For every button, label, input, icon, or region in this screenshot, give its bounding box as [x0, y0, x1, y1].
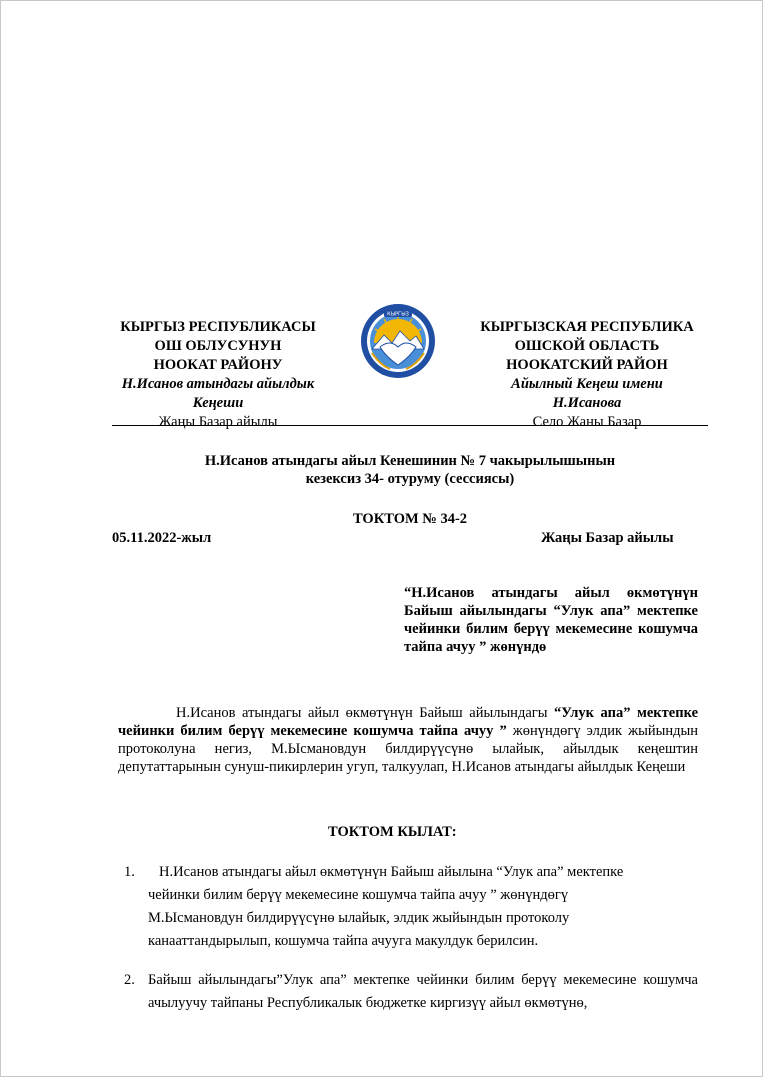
header-left-line5: Кеңеши	[192, 395, 244, 411]
header-left-line6: Жаңы Базар айылы	[158, 414, 278, 430]
item-1-line2: чейинки билим берүү мекемесине кошумча тайпа ачуу ” жөнүндөгү	[148, 887, 569, 903]
emblem-text: КЫРГЫЗ	[387, 311, 409, 318]
preamble-part2: “Улук апа” мектепке чейинки билим берүү мекемесине кошумча тайпа ачуу ”	[118, 705, 699, 739]
header-right-line3: НООКАТСКИЙ РАЙОН	[506, 357, 668, 373]
state-emblem-icon	[360, 303, 436, 379]
resolution-heading: ТОКТОМ КЫЛАТ:	[328, 824, 457, 840]
decree-place: Жаңы Базар айылы	[541, 530, 674, 546]
header-right	[467, 318, 707, 432]
header-right-line6: Село Жаны Базар	[532, 414, 642, 430]
item-1	[148, 861, 708, 953]
header-left-line1: КЫРГЫЗ РЕСПУБЛИКАСЫ	[120, 319, 316, 335]
item-2-number: 2.	[124, 972, 135, 988]
header-right-line5: Н.Исанова	[552, 395, 622, 411]
decree-date: 05.11.2022-жыл	[112, 530, 212, 546]
header-left	[112, 318, 324, 432]
decree-title: ТОКТОМ № 34-2	[352, 511, 468, 527]
header-right-line2: ОШСКОЙ ОБЛАСТЬ	[514, 338, 660, 354]
item-2-text: Байыш айылындагы”Улук апа” мектепке чейинки билим берүү мекемесине кошумча ачылуучу тайпаны Республикалык бюджетке киргизүү айыл өкмөтүнө,	[148, 972, 698, 1011]
header-left-line3: НООКАТ РАЙОНУ	[153, 357, 283, 373]
session-heading	[112, 452, 708, 488]
header-right-line4: Айылный Кеңеш имени	[511, 376, 663, 392]
header-right-line1: КЫРГЫЗСКАЯ РЕСПУБЛИКА	[480, 319, 694, 335]
session-line1: Н.Исанов атындагы айыл Кенешинин № 7 чакырылышынын	[204, 453, 616, 469]
header-left-line4: Н.Исанов атындагы айылдык	[121, 376, 315, 392]
session-line2: кезексиз 34- отуруму (сессиясы)	[305, 471, 515, 487]
item-1-line4: канааттандырылып, кошумча тайпа ачууга макулдук берилсин.	[148, 933, 539, 949]
header-left-line2: ОШ ОБЛУСУНУН	[154, 338, 282, 354]
header-divider	[112, 425, 708, 426]
decree-subject: “Н.Исанов атындагы айыл өкмөтүнүн Байыш айылындагы “Улук апа” мектепке чейинки билим берүү мекемесине кошумча тайпа ачуу ” жөнүндө	[404, 585, 698, 655]
item-1-number: 1.	[124, 864, 135, 880]
preamble-part1: Н.Исанов атындагы айыл өкмөтүнүн Байыш айылындагы	[176, 705, 554, 721]
preamble-paragraph	[118, 704, 698, 776]
preamble-part3: жөнүндөгү элдик жыйындын протоколуна негиз, М.Ысмановдун билдирүүсүнө ылайык, айылдык кеңештин депутаттарынын сунуш-пикирлерин угуп, талкуулап, Н.Исанов атындагы айылдык Кеңеши	[118, 723, 698, 775]
item-1-line1: Н.Исанов атындагы айыл өкмөтүнүн Байыш айылына “Улук апа” мектепке	[159, 864, 624, 880]
item-1-line3: М.Ысмановдун билдирүүсүнө ылайык, элдик жыйындын протоколу	[148, 910, 570, 926]
